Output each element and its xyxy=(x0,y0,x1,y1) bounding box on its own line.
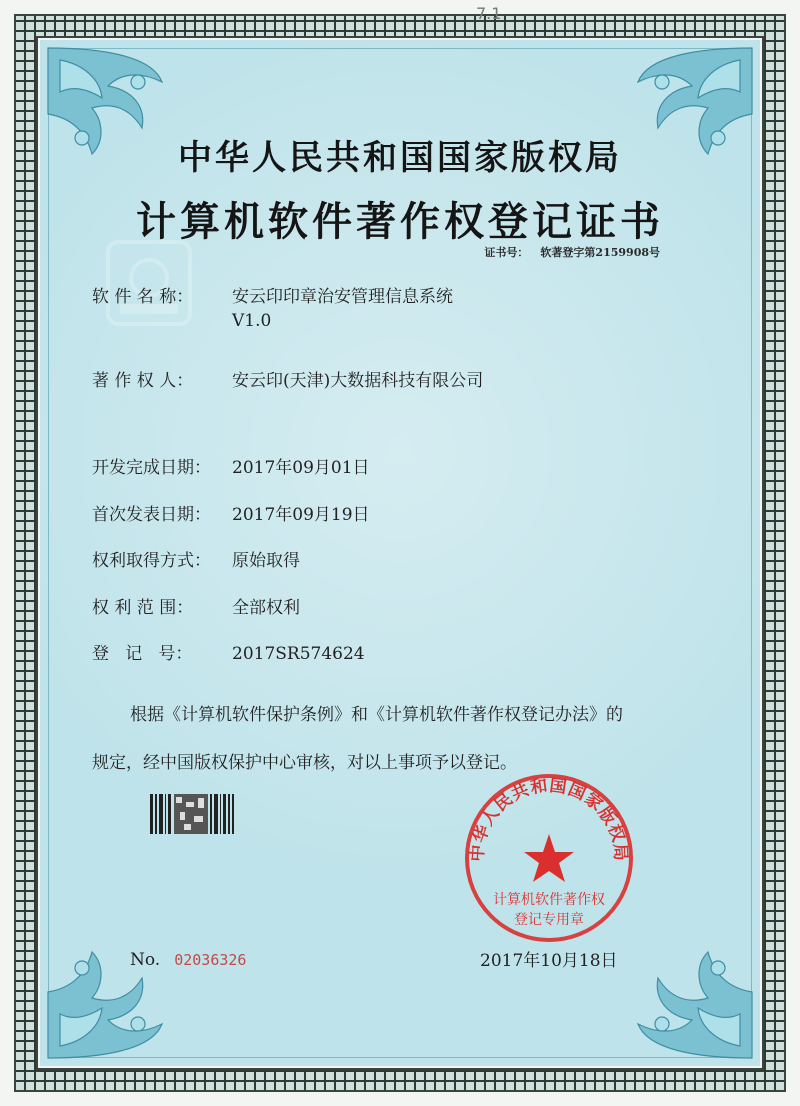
field-software-name xyxy=(92,282,453,331)
field-value: 安云印印章治安管理信息系统 xyxy=(232,287,453,307)
statement-line-1: 根据《计算机软件保护条例》和《计算机软件著作权登记办法》的 xyxy=(130,705,623,725)
corner-ornament-icon xyxy=(42,914,192,1064)
field-registration-number xyxy=(92,639,365,664)
serial-value: 02036326 xyxy=(174,951,247,969)
field-value: 2017SR574624 xyxy=(232,644,365,664)
field-label: 著 作 权 人： xyxy=(92,371,194,391)
field-value: 原始取得 xyxy=(232,551,300,571)
barcode-icon xyxy=(150,794,234,834)
field-label: 首次发表日期： xyxy=(92,505,211,525)
field-completion-date xyxy=(92,453,370,478)
field-value: 2017年09月19日 xyxy=(232,505,370,525)
official-seal xyxy=(463,772,635,944)
certificate-number-value: 软著登字第2159908号 xyxy=(540,246,660,259)
field-value: 安云印(天津)大数据科技有限公司 xyxy=(232,371,484,391)
field-acquisition xyxy=(92,546,300,571)
serial-number xyxy=(130,950,246,970)
field-copyright-holder xyxy=(92,366,483,391)
seal-line-2: 登记专用章 xyxy=(514,912,584,928)
issuer-heading: 中华人民共和国国家版权局 xyxy=(178,138,622,178)
statement-line-2: 规定，经中国版权保护中心审核，对以上事项予以登记。 xyxy=(92,753,517,773)
field-scope xyxy=(92,593,300,618)
field-label: 软 件 名 称： xyxy=(92,287,194,307)
certificate-title: 计算机软件著作权登记证书 xyxy=(136,198,664,245)
issue-date: 2017年10月18日 xyxy=(480,951,618,971)
certificate-number xyxy=(484,244,660,260)
seal-line-1: 计算机软件著作权 xyxy=(493,892,605,908)
certificate-number-label: 证书号： xyxy=(484,246,529,259)
field-publication-date xyxy=(92,500,370,525)
field-label: 权利取得方式： xyxy=(92,551,211,571)
seal-ring-text: 中华人民共和国国家版权局 xyxy=(467,775,631,863)
field-label: 登 记 号： xyxy=(92,644,193,664)
field-value: 全部权利 xyxy=(232,598,300,618)
field-label: 权 利 范 围： xyxy=(92,598,194,618)
serial-label: No. xyxy=(130,950,161,970)
field-label: 开发完成日期： xyxy=(92,458,211,478)
field-value-version: V1.0 xyxy=(232,311,272,331)
field-value: 2017年09月01日 xyxy=(232,458,370,478)
handwritten-mark: 7.1 xyxy=(476,4,502,23)
